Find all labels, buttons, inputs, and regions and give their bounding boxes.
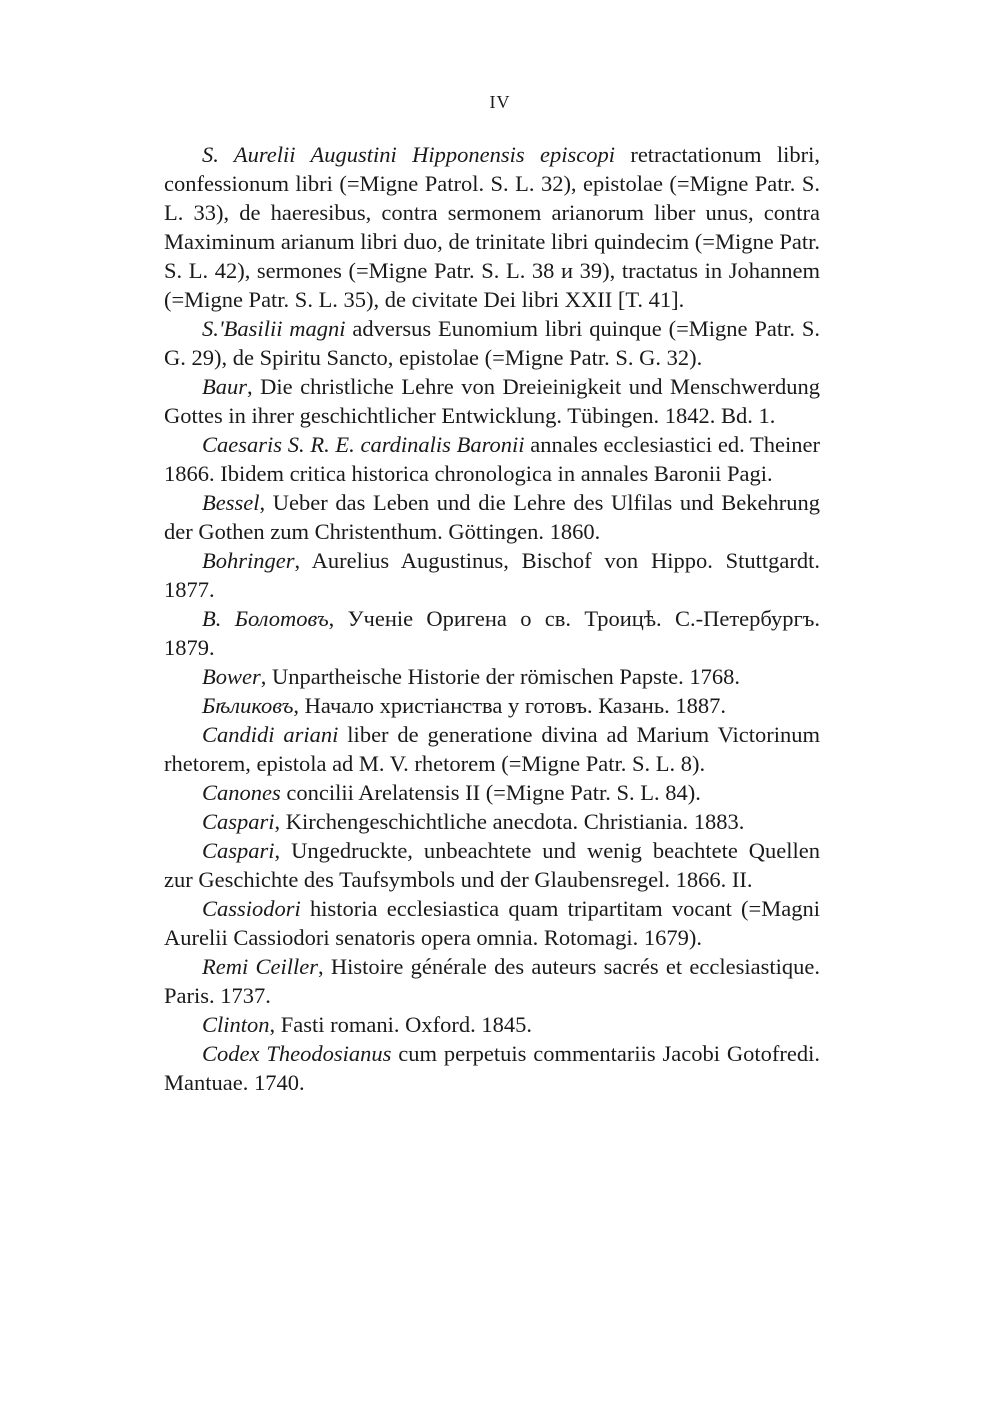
entry-author: Canones [202, 780, 281, 805]
entry-text: , Ueber das Leben und die Lehre des Ulfilas und Bekehrung der Gothen zum Christenthum. Göttingen. 1860. [164, 490, 820, 544]
entry-text: , Начало христіанства у готовъ. Казань. 1887. [293, 693, 726, 718]
bibliography-entry [164, 662, 820, 691]
bibliography-list [164, 140, 820, 1097]
bibliography-entry [164, 836, 820, 894]
entry-author: Bessel [202, 490, 260, 515]
entry-text: concilii Arelatensis II (=Migne Patr. S. L. 84). [280, 780, 701, 805]
bibliography-entry [164, 430, 820, 488]
bibliography-entry [164, 140, 820, 314]
entry-author: Cassiodori [202, 896, 301, 921]
bibliography-entry [164, 546, 820, 604]
bibliography-entry [164, 604, 820, 662]
entry-text: , Unpartheische Historie der römischen Papste. 1768. [260, 664, 741, 689]
bibliography-entry [164, 807, 820, 836]
bibliography-entry [164, 778, 820, 807]
bibliography-entry [164, 1039, 820, 1097]
entry-author: Baur [202, 374, 247, 399]
entry-text: cum perpetuis commentariis Jacobi Gotofredi. Mantuae. 1740. [164, 1041, 820, 1095]
entry-author: S.'Basilii magni [202, 316, 346, 341]
entry-text: annales ecclesiastici ed. Theiner 1866. Ibidem critica historica chronologica in annales Baronii Pagi. [164, 432, 820, 486]
entry-author: Remi Ceiller [202, 954, 318, 979]
entry-author: Candidi ariani [202, 722, 339, 747]
bibliography-entry [164, 691, 820, 720]
entry-author: Caesaris S. R. E. cardinalis Baronii [202, 432, 525, 457]
entry-text: retractationum libri, confessionum libri (=Migne Patrol. S. L. 32), epistolae (=Migne Patr. S. L. 33), de haeresibus, contra sermonem arianorum liber unus, contra Maximinum arianum libri duo, de trinitate libri quindecim (=Migne Patr. S. L. 42), sermones (=Migne Patr. S. L. 38 и 39), tractatus in Johannem (=Migne Patr. S. L. 35), de civitate Dei libri XXII [T. 41]. [164, 142, 821, 312]
bibliography-entry [164, 314, 820, 372]
entry-text: adversus Eunomium libri quinque (=Migne Patr. S. G. 29), de Spiritu Sancto, epistolae (=Migne Patr. S. G. 32). [164, 316, 820, 370]
entry-author: Codex Theodosianus [202, 1041, 392, 1066]
entry-text: liber de generatione divina ad Marium Victorinum rhetorem, epistola ad M. V. rhetorem (=Migne Patr. S. L. 8). [164, 722, 820, 776]
entry-text: , Kirchengeschichtliche anecdota. Christiania. 1883. [274, 809, 745, 834]
bibliography-entry [164, 372, 820, 430]
entry-author: Бѣликовъ [202, 693, 294, 718]
entry-text: , Ungedruckte, unbeachtete und wenig beachtete Quellen zur Geschichte des Taufsymbols und der Glaubensregel. 1866. II. [164, 838, 820, 892]
bibliography-entry [164, 894, 820, 952]
bibliography-entry [164, 952, 820, 1010]
bibliography-entry [164, 488, 820, 546]
entry-text: , Ученіе Оригена о св. Троицѣ. С.-Петербургъ. 1879. [164, 606, 820, 660]
entry-text: , Histoire générale des auteurs sacrés et ecclesiastique. Paris. 1737. [164, 954, 820, 1008]
entry-text: , Die christliche Lehre von Dreieinigkeit und Menschwerdung Gottes in ihrer geschichtlicher Entwicklung. Tübingen. 1842. Bd. 1. [164, 374, 820, 428]
entry-author: Caspari [202, 809, 275, 834]
entry-text: , Fasti romani. Oxford. 1845. [269, 1012, 532, 1037]
entry-author: В. Болотовъ [202, 606, 329, 631]
entry-author: Bower [202, 664, 261, 689]
entry-author: Clinton [202, 1012, 270, 1037]
entry-text: historia ecclesiastica quam tripartitam vocant (=Magni Aurelii Cassiodori senatoris opera omnia. Rotomagi. 1679). [164, 896, 820, 950]
page-number: IV [489, 92, 511, 112]
entry-author: Caspari [202, 838, 275, 863]
entry-author: S. Aurelii Augustini Hipponensis episcopi [202, 142, 615, 167]
bibliography-entry [164, 720, 820, 778]
bibliography-entry [164, 1010, 820, 1039]
entry-text: , Aurelius Augustinus, Bischof von Hippo. Stuttgardt. 1877. [164, 548, 820, 602]
entry-author: Bohringer [202, 548, 295, 573]
